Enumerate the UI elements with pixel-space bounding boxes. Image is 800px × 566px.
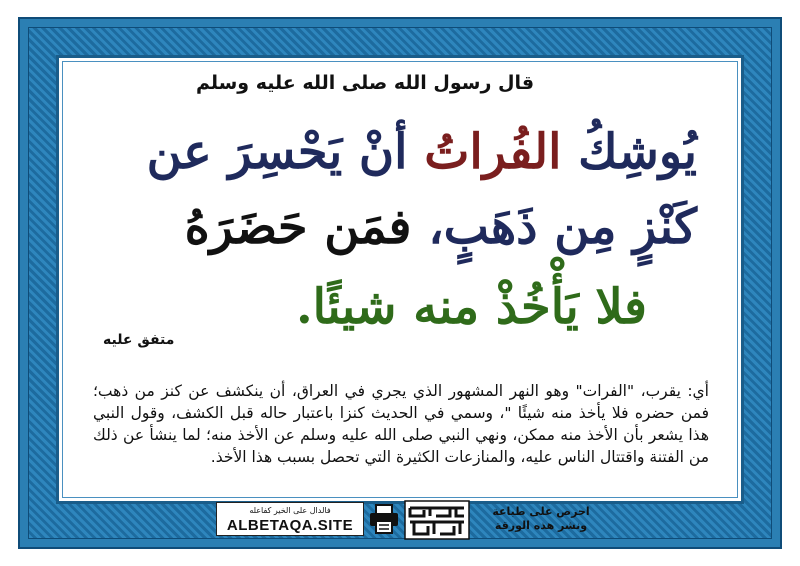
card-panel	[62, 61, 738, 498]
intro-text: قال رسول الله صلى الله عليه وسلم	[195, 72, 535, 94]
hadith-line-1	[113, 122, 697, 182]
print-share-note: احرص على طباعة ونشر هذه الورقة	[492, 505, 590, 532]
hadith-line-2	[113, 197, 697, 257]
site-url[interactable]: ALBETAQA.SITE	[226, 517, 354, 534]
hadith-phrase-final: فلا يَأْخُذْ منه شيئًا.	[295, 279, 647, 335]
hadith-line-3	[203, 277, 647, 337]
hadith-phrase-kanz: كَنْزٍ مِن ذَهَبٍ،	[428, 199, 697, 255]
hadith-word-furat: الفُراتُ	[424, 124, 562, 180]
hadith-word-yushik: يُوشِكُ	[578, 124, 697, 180]
site-box[interactable]	[216, 502, 364, 536]
explanation-text: أي: يقرب، "الفرات" وهو النهر المشهور الذي يجري في العراق، أن ينكشف عن كنز من ذهب؛ فمن حضره فلا يأخذ منه شيئًا "، وسمي في الحديث كنزا باعتبار حاله قبل الكشف، وقول النبي هذا يشعر بأن الأخذ منه ممكن، ونهي النبي صلى الله عليه وسلم عن الأخذ منه؛ لما ينشأ عن ذلك من الفتنة واقتتال الناس عليه، والمنازعات الكثيرة التي تحصل بسبب هذا الأخذ.	[93, 382, 709, 466]
albetaqa-logo	[404, 500, 470, 540]
hadith-source: متفق عليه	[103, 332, 175, 348]
site-tagline: فالدال على الخير كفاعله	[249, 506, 331, 515]
hadith-phrase: أنْ يَحْسِرَ عن	[146, 124, 408, 180]
printer-icon	[368, 503, 400, 535]
hadith-phrase-hadarah: فمَن حَضَرَهُ	[184, 199, 412, 255]
